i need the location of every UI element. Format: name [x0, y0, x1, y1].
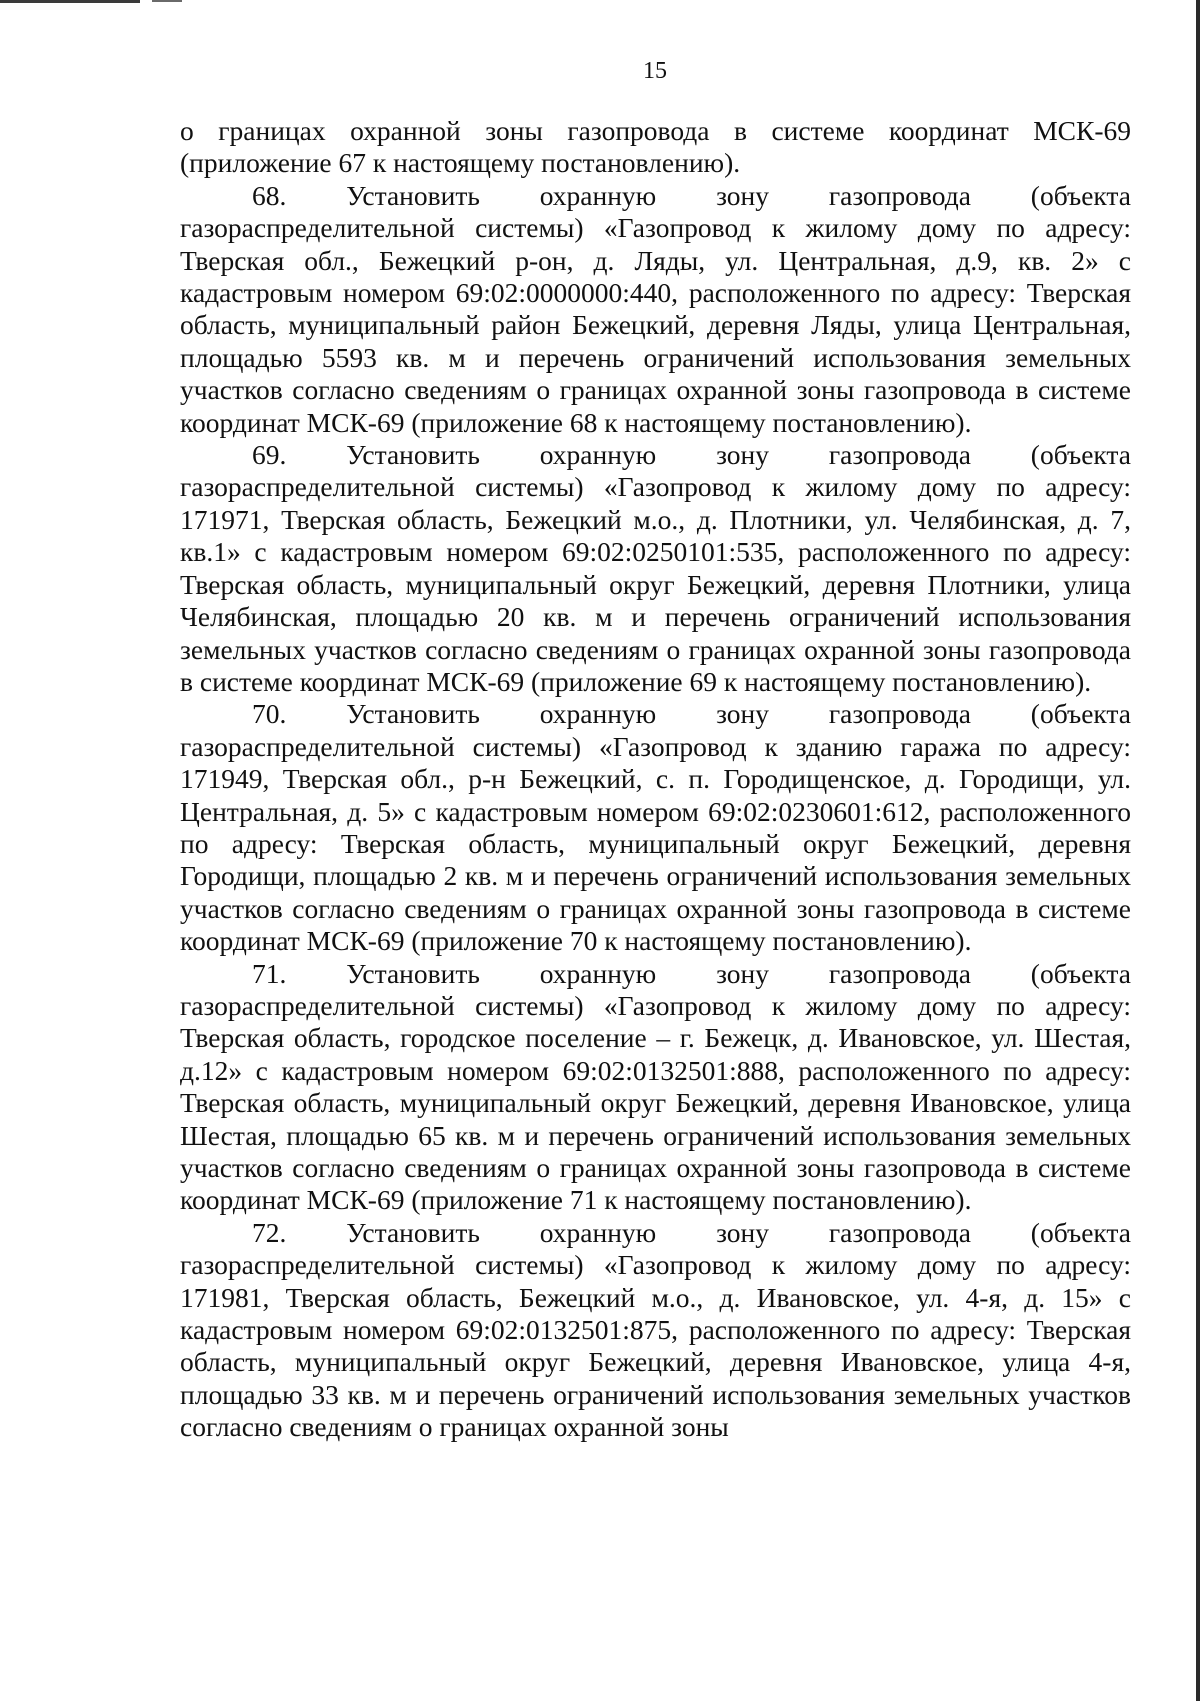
page-number: 15	[643, 58, 667, 84]
scan-edge-top-mark	[152, 0, 182, 2]
document-body	[180, 115, 1131, 1444]
paragraph-item-69: 69. Установить охранную зону газопровода (объекта газораспределительной системы) «Газопровод к жилому дому по адресу: 171971, Тверская область, Бежецкий м.о., д. Плотники, ул. Челябинская, д. 7, кв.1» с кадастровым номером 69:02:0250101:535, расположенного по адресу: Тверская область, муниципальный округ Бежецкий, деревня Плотники, улица Челябинская, площадью 20 кв. м и перечень ограничений использования земельных участков согласно сведениям о границах охранной зоны газопровода в системе координат МСК-69 (приложение 69 к настоящему постановлению).	[180, 439, 1131, 697]
paragraph-item-71: 71. Установить охранную зону газопровода (объекта газораспределительной системы) «Газопровод к жилому дому по адресу: Тверская область, городское поселение – г. Бежецк, д. Ивановское, ул. Шестая, д.12» с кадастровым номером 69:02:0132501:888, расположенного по адресу: Тверская область, муниципальный округ Бежецкий, деревня Ивановское, улица Шестая, площадью 65 кв. м и перечень ограничений использования земельных участков согласно сведениям о границах охранной зоны газопровода в системе координат МСК-69 (приложение 71 к настоящему постановлению).	[180, 957, 1131, 1216]
paragraph-item-72: 72. Установить охранную зону газопровода (объекта газораспределительной системы) «Газопровод к жилому дому по адресу: 171981, Тверская область, Бежецкий м.о., д. Ивановское, ул. 4-я, д. 15» с кадастровым номером 69:02:0132501:875, расположенного по адресу: Тверская область, муниципальный округ Бежецкий, деревня Ивановское, улица 4-я, площадью 33 кв. м и перечень ограничений использования земельных участков согласно сведениям о границах охранной зоны	[180, 1216, 1131, 1443]
paragraph-continuation: о границах охранной зоны газопровода в системе координат МСК-69 (приложение 67 к настоящему постановлению).	[180, 115, 1131, 179]
paragraph-item-70: 70. Установить охранную зону газопровода (объекта газораспределительной системы) «Газопровод к зданию гаража по адресу: 171949, Тверская обл., р-н Бежецкий, с. п. Городищенское, д. Городищи, ул. Центральная, д. 5» с кадастровым номером 69:02:0230601:612, расположенного по адресу: Тверская область, муниципальный округ Бежецкий, деревня Городищи, площадью 2 кв. м и перечень ограничений использования земельных участков согласно сведениям о границах охранной зоны газопровода в системе координат МСК-69 (приложение 70 к настоящему постановлению).	[180, 698, 1131, 957]
scan-edge-top	[0, 0, 140, 3]
paragraph-item-68: 68. Установить охранную зону газопровода (объекта газораспределительной системы) «Газопровод к жилому дому по адресу: Тверская обл., Бежецкий р-он, д. Ляды, ул. Центральная, д.9, кв. 2» с кадастровым номером 69:02:0000000:440, расположенного по адресу: Тверская область, муниципальный район Бежецкий, деревня Ляды, улица Центральная, площадью 5593 кв. м и перечень ограничений использования земельных участков согласно сведениям о границах охранной зоны газопровода в системе координат МСК-69 (приложение 68 к настоящему постановлению).	[180, 179, 1131, 438]
scan-edge-right	[1196, 0, 1200, 1701]
